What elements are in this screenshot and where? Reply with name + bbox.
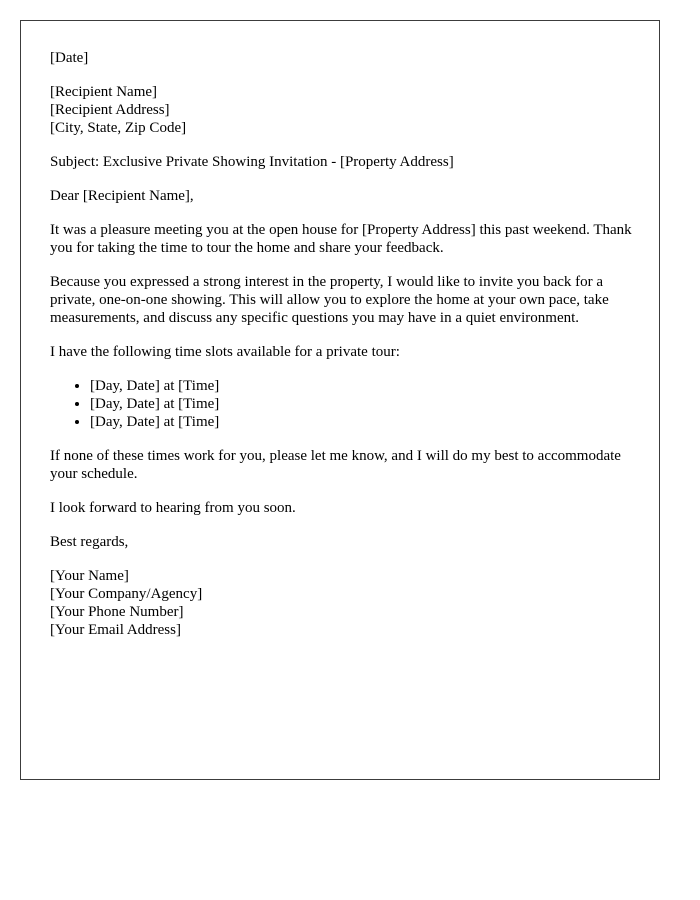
sender-email: [Your Email Address]: [50, 622, 181, 638]
time-slots-list: [50, 377, 640, 431]
date: [Date]: [50, 50, 89, 66]
time-slot-item: • [Day, Date] at [Time]: [90, 395, 640, 413]
signature-block: [50, 567, 640, 639]
closing-line: I look forward to hearing from you soon.: [50, 500, 296, 516]
date-block: [50, 49, 640, 67]
sender-company: [Your Company/Agency]: [50, 586, 203, 602]
recipient-block: [50, 83, 640, 137]
recipient-address: [Recipient Address]: [50, 102, 170, 118]
letter-body: [50, 49, 640, 655]
sender-name: [Your Name]: [50, 568, 129, 584]
invitation-paragraph: Because you expressed a strong interest in the property, I would like to invite you back for a private, one-on-one showing. This will allow you to explore the home at your own pace, take measurements, and discuss any specific questions you may have in a quiet environment.: [50, 274, 609, 326]
time-slot-item: • [Day, Date] at [Time]: [90, 413, 640, 431]
sign-off: Best regards,: [50, 534, 129, 550]
flexibility-paragraph: If none of these times work for you, please let me know, and I will do my best to accommodate your schedule.: [50, 448, 621, 482]
intro-paragraph: It was a pleasure meeting you at the open house for [Property Address] this past weekend. Thank you for taking the time to tour the home and share your feedback.: [50, 222, 632, 256]
letter-frame: [20, 20, 660, 780]
sender-phone: [Your Phone Number]: [50, 604, 184, 620]
time-slots-intro: I have the following time slots available for a private tour:: [50, 344, 400, 360]
time-slot-item: • [Day, Date] at [Time]: [90, 377, 640, 395]
recipient-city-state-zip: [City, State, Zip Code]: [50, 120, 187, 136]
subject-line: Subject: Exclusive Private Showing Invitation - [Property Address]: [50, 154, 454, 170]
salutation: Dear [Recipient Name],: [50, 188, 194, 204]
recipient-name: [Recipient Name]: [50, 84, 158, 100]
